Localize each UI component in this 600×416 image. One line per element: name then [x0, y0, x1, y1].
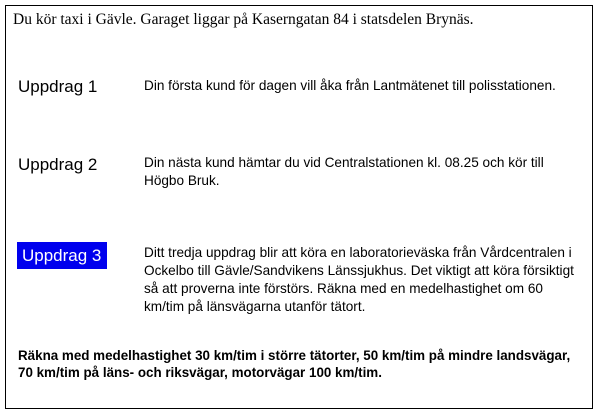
document-frame	[5, 5, 593, 409]
assignment-3-button[interactable]: Uppdrag 3	[17, 242, 107, 269]
assignment-2-button[interactable]: Uppdrag 2	[18, 155, 98, 174]
assignment-1-text: Din första kund för dagen vill åka från Lantmätenet till polisstationen.	[144, 78, 556, 93]
assignment-2-text: Din nästa kund hämtar du vid Centralstationen kl. 08.25 och kör till Högbo Bruk.	[144, 155, 544, 188]
intro-text: Du kör taxi i Gävle. Garaget liggar på Kaserngatan 84 i statsdelen Brynäs.	[13, 11, 474, 28]
assignment-3-text: Ditt tredja uppdrag blir att köra en laboratorieväska från Vårdcentralen i Ockelbo till Gävle/Sandvikens Länssjukhus. Det viktigt att köra försiktigt så att proverna inte förstörs. Räkna med en medelhastighet om 60 km/tim på länsvägarna utanför tätort.	[144, 245, 574, 314]
assignment-1-button[interactable]: Uppdrag 1	[18, 77, 98, 96]
speed-instructions: Räkna med medelhastighet 30 km/tim i större tätorter, 50 km/tim på mindre landsvägar, 70 km/tim på läns- och riksvägar, motorvägar 100 km/tim.	[18, 348, 571, 380]
